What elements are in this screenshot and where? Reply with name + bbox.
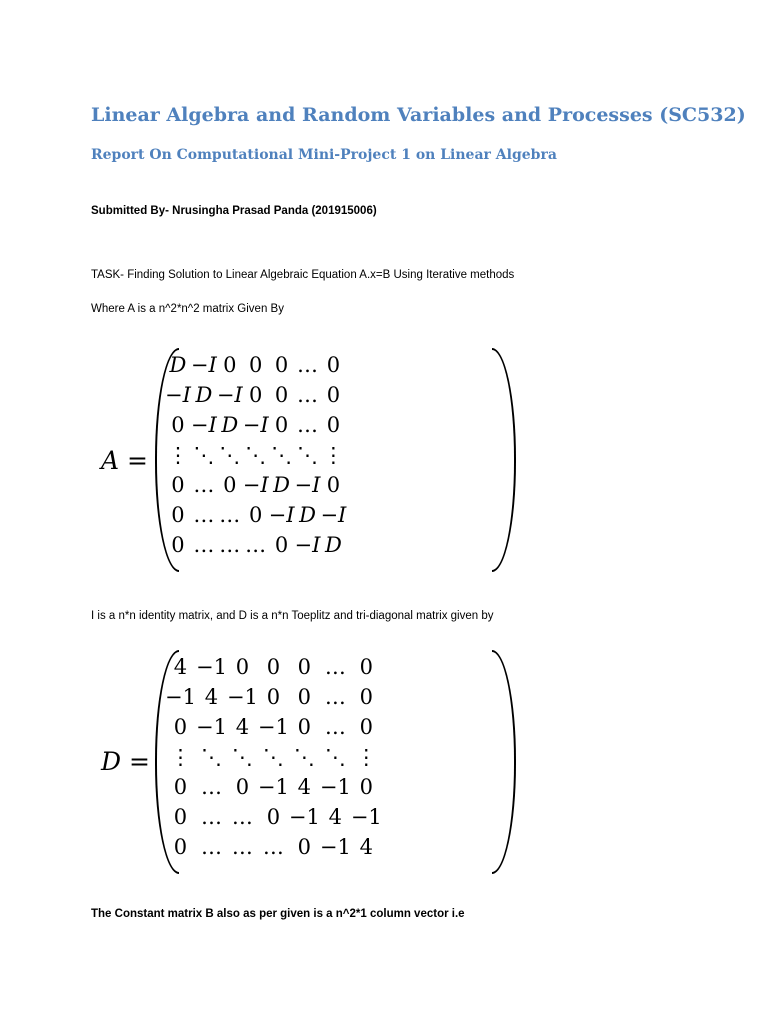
matrix-cell: 0 xyxy=(171,473,185,497)
matrix-cell: 0 xyxy=(326,473,341,497)
matrix-cell: 4 xyxy=(359,835,373,859)
matrix-cell: −I xyxy=(190,353,217,377)
document-subtitle: Report On Computational Mini-Project 1 on Linear Algebra xyxy=(91,147,557,163)
matrix-row xyxy=(165,470,346,500)
matrix-cell: ⋱ xyxy=(200,745,222,769)
matrix-cell: −I xyxy=(190,413,217,437)
matrix-cell: … xyxy=(200,835,222,859)
matrix-cell: 0 xyxy=(326,413,341,437)
matrix-cell: 0 xyxy=(274,353,289,377)
matrix-cell: 0 xyxy=(173,775,188,799)
matrix-cell: 0 xyxy=(326,353,341,377)
matrix-cell: … xyxy=(231,835,253,859)
matrix-row xyxy=(165,440,346,470)
matrix-cell: … xyxy=(324,715,346,739)
matrix-cell: 0 xyxy=(359,685,373,709)
matrix-cell: 0 xyxy=(326,383,341,407)
matrix-cell: 0 xyxy=(297,655,312,679)
matrix-row xyxy=(165,380,346,410)
submitted-by-text: Submitted By- Nrusingha Prasad Panda (201915006) xyxy=(91,205,377,217)
matrix-row xyxy=(165,350,346,380)
matrix-cell: −I xyxy=(294,533,321,557)
matrix-cell: … xyxy=(193,473,215,497)
matrix-cell: 4 xyxy=(173,655,188,679)
matrix-row xyxy=(165,832,382,862)
matrix-cell: ⋱ xyxy=(231,745,253,769)
matrix-row xyxy=(165,742,382,772)
matrix-cell: 0 xyxy=(274,533,289,557)
matrix-cell: 0 xyxy=(171,533,185,557)
matrix-cell: 4 xyxy=(235,715,250,739)
task-text: TASK- Finding Solution to Linear Algebraic Equation A.x=B Using Iterative methods xyxy=(91,269,515,281)
matrix-cell: … xyxy=(245,533,267,557)
matrix-cell: 0 xyxy=(274,383,289,407)
matrix-cell: 0 xyxy=(274,413,289,437)
matrix-cell: … xyxy=(296,413,318,437)
matrix-cell: 0 xyxy=(359,715,373,739)
matrix-cell: −1 xyxy=(257,715,289,739)
matrix-cell: −I xyxy=(216,383,243,407)
matrix-cell: 0 xyxy=(248,353,263,377)
matrix-cell: −I xyxy=(294,473,321,497)
matrix-cell: 0 xyxy=(171,413,185,437)
matrix-cell: … xyxy=(200,805,222,829)
matrix-cell: ⋱ xyxy=(245,443,267,467)
matrix-cell: … xyxy=(296,383,318,407)
matrix-row xyxy=(165,712,382,742)
matrix-cell: −1 xyxy=(319,835,351,859)
matrix-cell: 0 xyxy=(248,503,263,527)
matrix-cell: ⋱ xyxy=(193,443,215,467)
matrix-row xyxy=(165,410,346,440)
matrix-a-table xyxy=(165,350,346,560)
matrix-cell: D xyxy=(324,533,342,557)
matrix-d-table xyxy=(165,652,382,862)
constant-b-text: The Constant matrix B also as per given is a n^2*1 column vector i.e xyxy=(91,908,465,920)
matrix-cell: 0 xyxy=(171,503,185,527)
matrix-row xyxy=(165,682,382,712)
matrix-cell: 0 xyxy=(235,655,250,679)
matrix-cell: −1 xyxy=(350,805,382,829)
matrix-cell: … xyxy=(200,775,222,799)
matrix-cell: 0 xyxy=(297,715,312,739)
matrix-cell: 0 xyxy=(359,655,373,679)
matrix-cell: … xyxy=(231,805,253,829)
matrix-cell: −1 xyxy=(195,655,227,679)
matrix-cell: ⋱ xyxy=(271,443,293,467)
matrix-d-label: D = xyxy=(101,747,150,776)
matrix-cell: −1 xyxy=(165,685,196,709)
matrix-cell: ⋮ xyxy=(322,443,344,467)
matrix-cell: … xyxy=(262,835,284,859)
matrix-d-right-paren xyxy=(492,650,516,874)
matrix-cell: −1 xyxy=(319,775,351,799)
matrix-cell: 0 xyxy=(266,805,281,829)
matrix-cell: ⋱ xyxy=(262,745,284,769)
matrix-cell: 4 xyxy=(328,805,343,829)
matrix-cell: ⋱ xyxy=(219,443,241,467)
where-a-text: Where A is a n^2*n^2 matrix Given By xyxy=(91,303,284,315)
matrix-cell: … xyxy=(296,353,318,377)
matrix-cell: 0 xyxy=(248,383,263,407)
matrix-cell: 0 xyxy=(266,685,281,709)
matrix-cell: … xyxy=(193,533,215,557)
matrix-row xyxy=(165,652,382,682)
matrix-cell: ⋱ xyxy=(293,745,315,769)
matrix-cell: D xyxy=(273,473,290,497)
matrix-cell: 0 xyxy=(223,473,237,497)
matrix-cell: 0 xyxy=(359,775,373,799)
matrix-cell: … xyxy=(219,503,241,527)
document-title: Linear Algebra and Random Variables and Processes (SC532) xyxy=(91,104,746,126)
matrix-cell: −I xyxy=(242,413,269,437)
matrix-cell: D xyxy=(195,383,213,407)
matrix-cell: −I xyxy=(242,473,269,497)
matrix-row xyxy=(165,530,346,560)
matrix-cell: ⋱ xyxy=(324,745,346,769)
matrix-cell: 4 xyxy=(204,685,219,709)
matrix-cell: ⋱ xyxy=(296,443,318,467)
matrix-cell: … xyxy=(219,533,241,557)
matrix-cell: ⋮ xyxy=(355,745,377,769)
matrix-cell: D xyxy=(221,413,239,437)
matrix-a-label: A = xyxy=(101,446,148,475)
matrix-cell: ⋮ xyxy=(167,443,189,467)
matrix-cell: 0 xyxy=(266,655,281,679)
matrix-cell: 0 xyxy=(297,685,312,709)
matrix-cell: … xyxy=(324,655,346,679)
matrix-cell: −I xyxy=(268,503,295,527)
matrix-cell: 0 xyxy=(173,715,188,739)
matrix-a-right-paren xyxy=(492,348,516,572)
matrix-cell: 0 xyxy=(235,775,250,799)
matrix-cell: −1 xyxy=(257,775,289,799)
matrix-cell: 4 xyxy=(297,775,312,799)
matrix-cell: −1 xyxy=(288,805,320,829)
matrix-cell: −1 xyxy=(226,685,258,709)
matrix-cell: −I xyxy=(320,503,347,527)
matrix-row xyxy=(165,772,382,802)
matrix-cell: D xyxy=(169,353,187,377)
identity-toeplitz-text: I is a n*n identity matrix, and D is a n*n Toeplitz and tri-diagonal matrix given by xyxy=(91,610,494,622)
matrix-cell: 0 xyxy=(223,353,237,377)
matrix-cell: … xyxy=(193,503,215,527)
matrix-cell: … xyxy=(324,685,346,709)
matrix-cell: 0 xyxy=(173,805,188,829)
matrix-cell: ⋮ xyxy=(169,745,191,769)
matrix-cell: −1 xyxy=(195,715,227,739)
matrix-cell: D xyxy=(299,503,316,527)
matrix-cell: −I xyxy=(165,383,191,407)
matrix-cell: 0 xyxy=(173,835,188,859)
matrix-cell: 0 xyxy=(297,835,312,859)
matrix-row xyxy=(165,802,382,832)
matrix-row xyxy=(165,500,346,530)
